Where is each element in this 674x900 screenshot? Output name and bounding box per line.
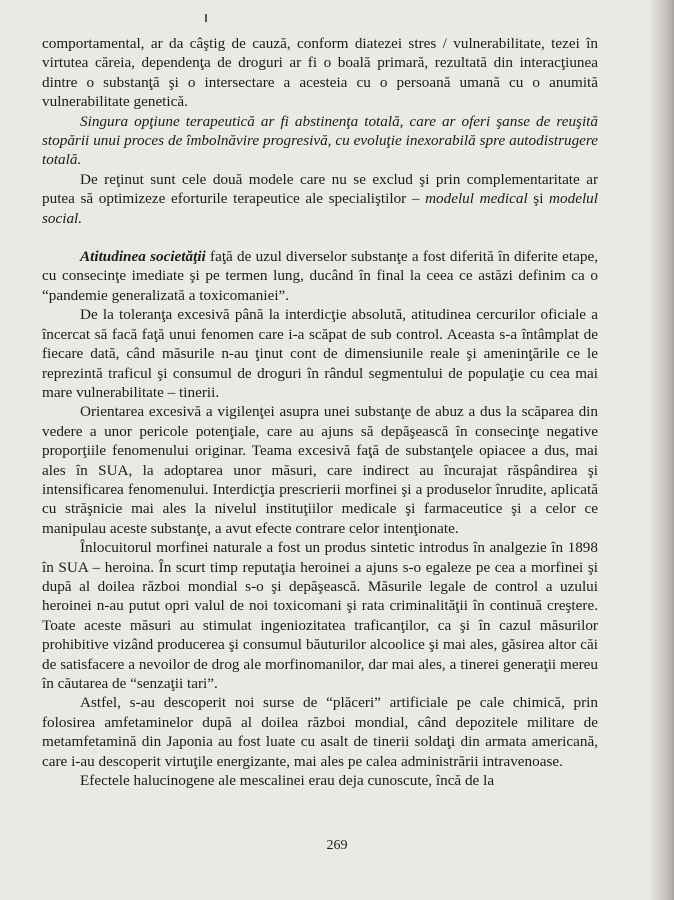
- paragraph-4: [42, 247, 598, 305]
- paragraph-7: Înlocuitorul morfinei naturale a fost un produs sintetic introdus în analgezie în 1898 în SUA – heroina. În scurt timp reputaţia heroinei a ajuns s-o egaleze pe cea a morfinei şi după al doilea război mondial s-o şi depăşească. Măsurile legale de control a uzului heroinei n-au putut opri valul de noi toxicomani şi rata criminalităţii în continuă creştere. Toate aceste măsuri au stimulat ingeniozitatea traficanţilor, ca şi în cazul măsurilor prohibitive vizând producerea şi consumul băuturilor alcoolice şi mai ales, găsirea altor căi de satisfacere a nevoilor de drog ale morfinomanilor, dar mai ales, a tinerei generaţii mereu în căutarea de “senzaţii tari”.: [42, 539, 598, 692]
- paragraph-4-text: faţă de uzul diverselor substanţe a fost diferită în diferite etape, cu consecinţe imediate şi pe termen lung, ducând în final la ceea ce astăzi definim ca o “pandemie generalizată a toxicomaniei”.: [42, 248, 598, 304]
- paragraph-1: comportamental, ar da câştig de cauză, conform diatezei stres / vulnerabilitate, tezei în virtutea căreia, dependenţa de droguri ar fi o boală primară, rezultată din interacţiunea dintre o substanţă şi o intersectare a acesteia cu o persoană umană cu o anumită vulnerabilitate genetică.: [42, 35, 598, 111]
- body-text: [42, 34, 598, 790]
- paragraph-8: Astfel, s-au descoperit noi surse de “plăceri” artificiale pe cale chimică, prin folosirea amfetaminelor după al doilea război mondial, când depozitele militare de metamfetamină din Japonia au fost luate cu asalt de tinerii soldaţi din armata americană, care i-au descoperit virtuţile energizante, mai ales pe calea administrării intravenoase.: [42, 694, 598, 770]
- paragraph-9: Efectele halucinogene ale mescalinei erau deja cunoscute, încă de la: [80, 772, 495, 790]
- term-social-model: modelul social.: [42, 190, 598, 227]
- paragraph-3-text-b: şi: [527, 190, 550, 208]
- term-medical-model: modelul medical: [425, 190, 528, 208]
- paragraph-3: [42, 170, 598, 228]
- scan-mark: [205, 14, 207, 22]
- section-lead-term: Atitudinea societăţii: [80, 248, 206, 266]
- paragraph-5: De la toleranţa excesivă până la interdicţie absolută, atitudinea cercurilor oficiale a încercat să facă faţă unui fenomen care i-a scăpat de sub control. Aceasta s-a întâmplat de fiecare dată, când măsurile n-au ţinut cont de dimensiunile reale şi ameninţările ce le reprezintă traficul şi consumul de droguri în rândul segmentului de populaţie cu cea mai mare vulnerabilitate – tinerii.: [42, 306, 598, 401]
- paragraph-3-text-a: De reţinut sunt cele două modele care nu se exclud şi prin complementaritate ar putea să optimizeze eforturile terapeutice ale specialiştilor –: [42, 170, 598, 208]
- paragraph-6: Orientarea excesivă a vigilenţei asupra unei substanţe de abuz a dus la scăparea din vedere a unor pericole potenţiale, care au ajuns să depăşească în consecinţe negative proporţiile fenomenului originar. Teama excesivă faţă de substanţele opiacee a dus, mai ales în SUA, la adoptarea unor măsuri, care indirect au încurajat răspândirea şi intensificarea fenomenului. Interdicţia prescrierii morfinei şi a produselor înrudite, aplicată cu străşnicie mai ales la nivelul instituţiilor medicale şi farmaceutice şi a celor ce manipulau aceste substanţe, a avut efecte contrare celor intenţionate.: [42, 403, 598, 537]
- binding-shadow: [648, 0, 674, 900]
- page-number: 269: [326, 838, 348, 853]
- paragraph-2: Singura opţiune terapeutică ar fi abstinenţa totală, care ar oferi şanse de reuşită stopării unui proces de îmbolnăvire progresivă, cu evoluţie inexorabilă spre autodistrugere totală.: [42, 112, 598, 169]
